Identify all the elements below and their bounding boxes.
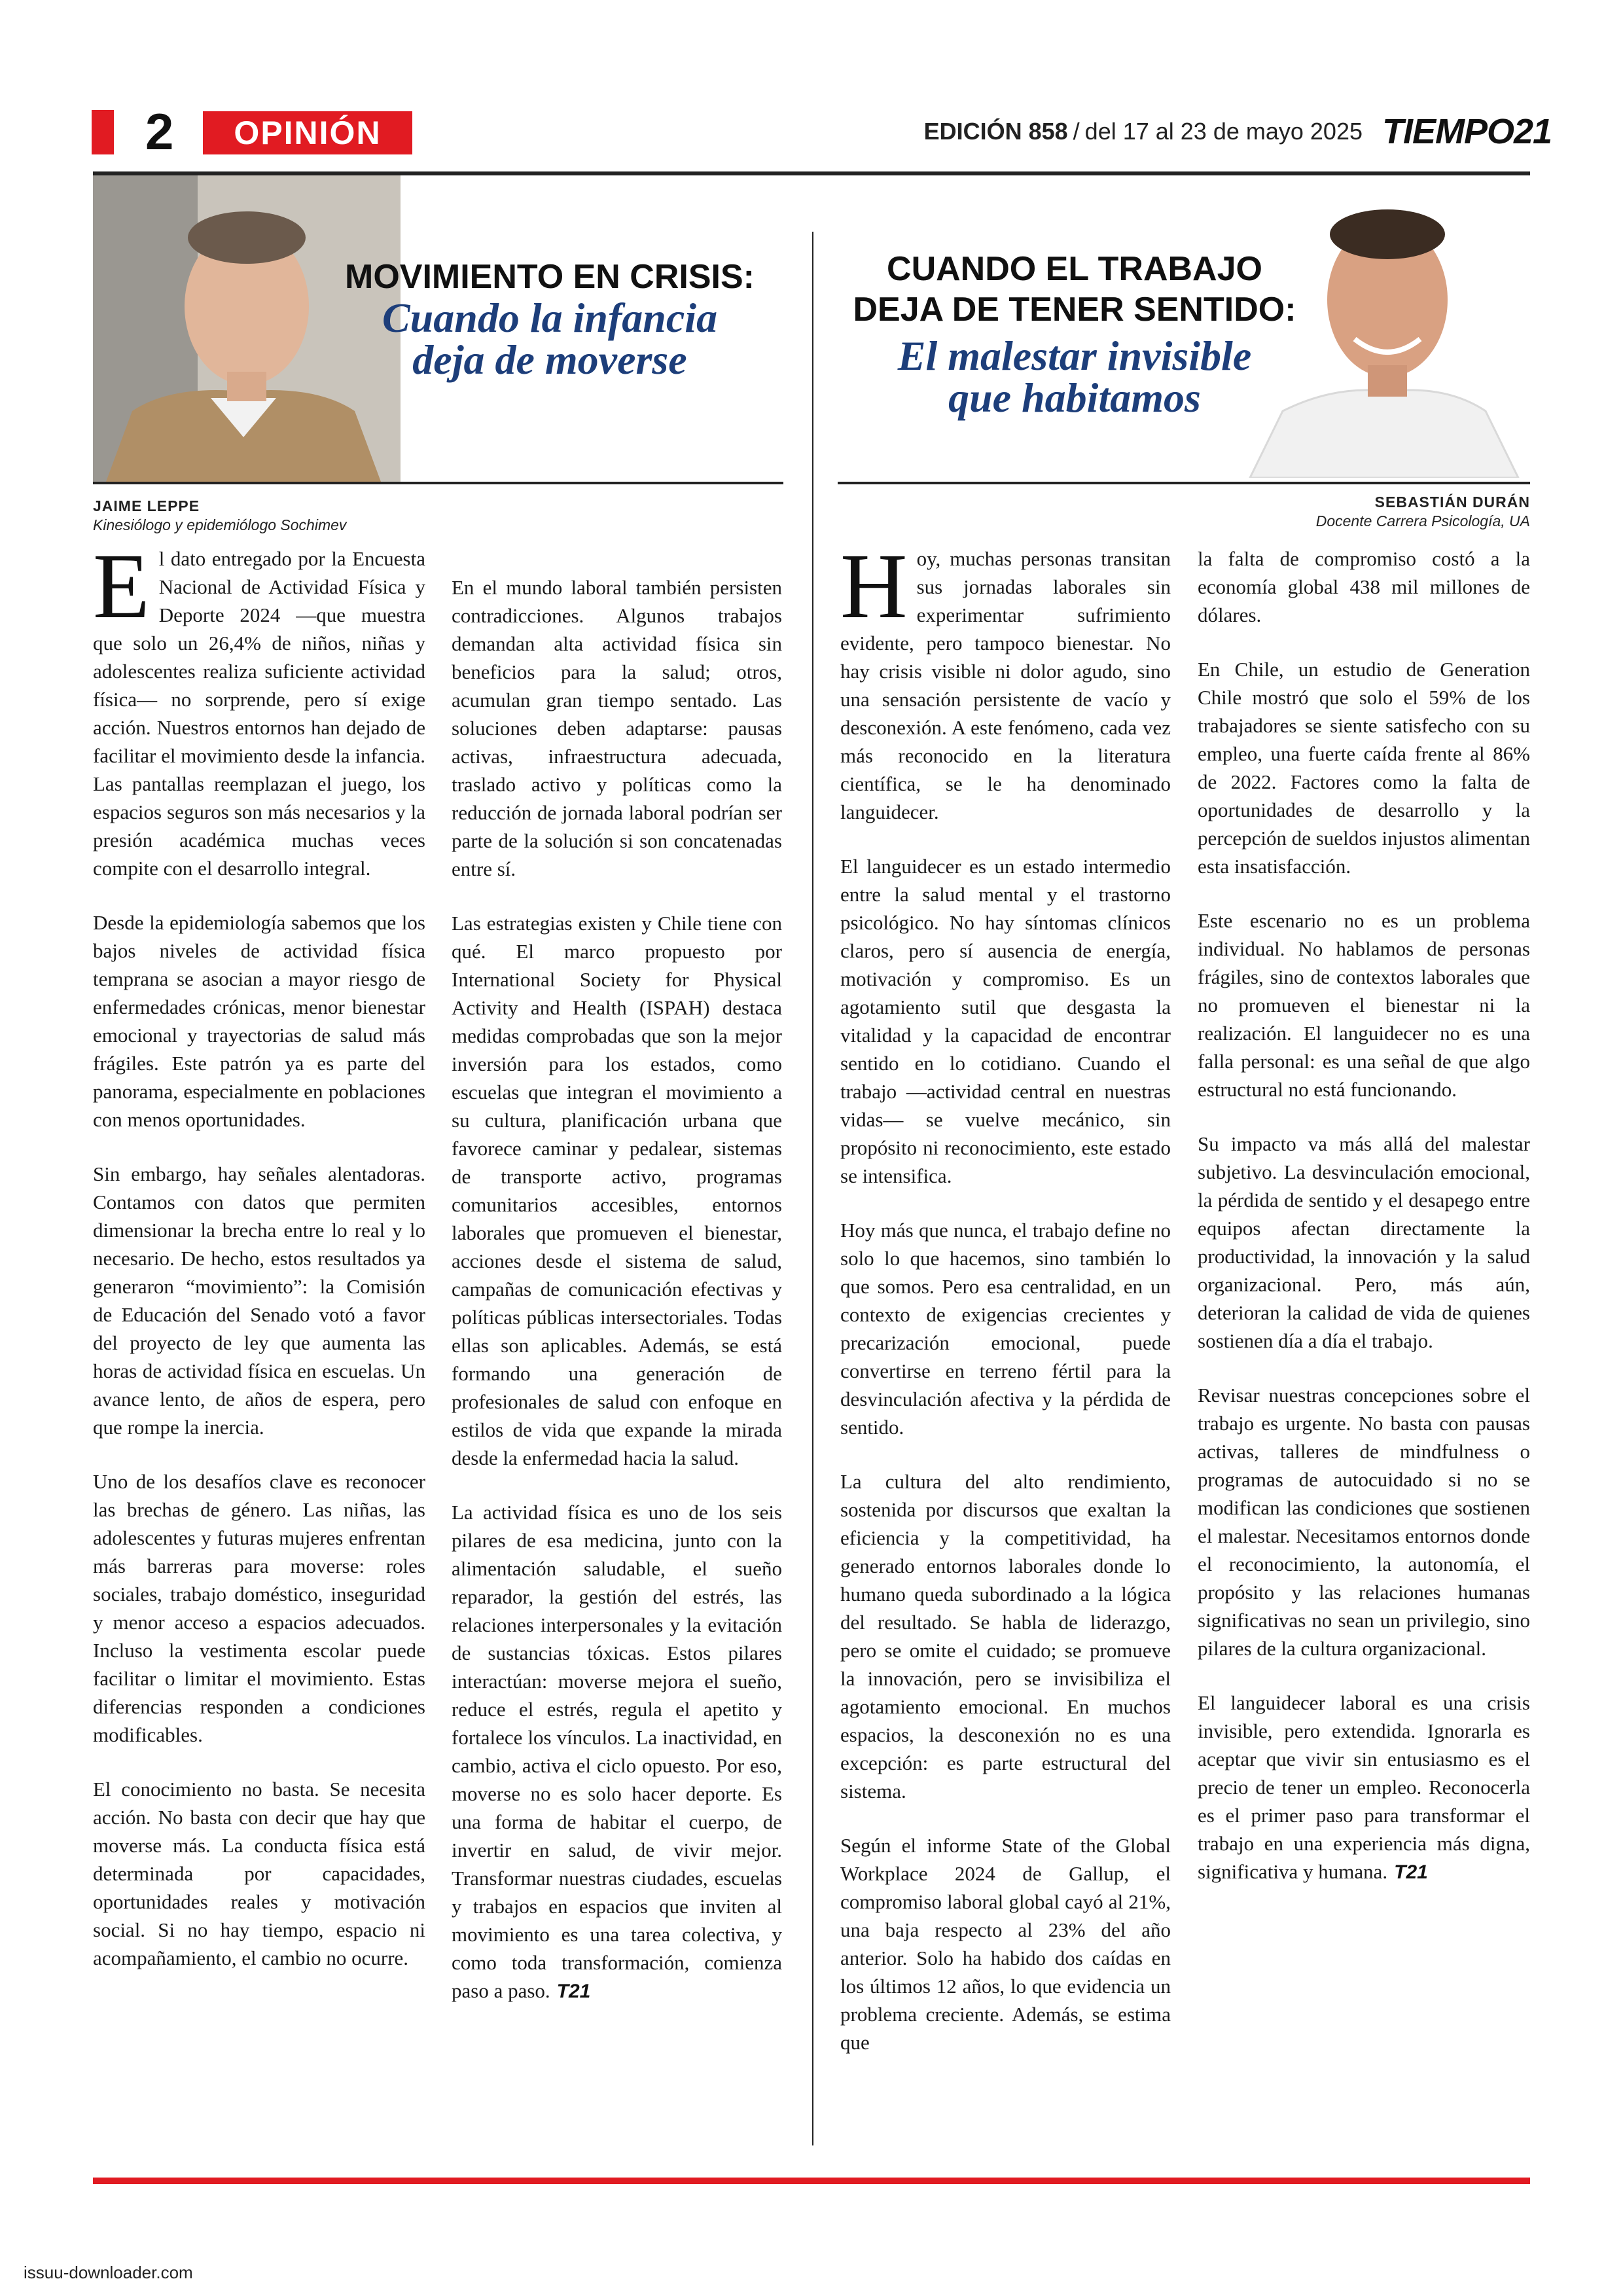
end-mark-logo: T21 <box>1394 1861 1428 1883</box>
right-subtitle-line2: que habitamos <box>948 374 1201 421</box>
section-tag: OPINIÓN <box>203 111 412 154</box>
author-name: JAIME LEPPE <box>93 497 200 514</box>
edition-dates: del 17 al 23 de mayo 2025 <box>1084 118 1363 145</box>
paragraph: Desde la epidemiología sabemos que los bajos niveles de actividad física temprana se asocian a mayor riesgo de enfermedades crónicas, menor bienestar emocional y trayectorias de salud más frágiles. Este patrón ya es parte del panorama, especialmente en poblaciones con menos oportunidades. <box>93 911 425 1131</box>
left-subtitle-line2: deja de moverse <box>412 336 687 383</box>
paragraph: Este escenario no es un problema individual. No hablamos de personas frágiles, sino de contextos laborales que no promueven el bienestar ni la realización. El languidecer no es una falla personal: es una señal de que algo estructural no está funcionando. <box>1198 909 1530 1101</box>
right-article-column-1 <box>840 534 1171 2056</box>
paragraph: Sin embargo, hay señales alentadoras. Contamos con datos que permiten dimensionar la brecha entre lo real y lo necesario. De hecho, estos resultados ya generaron “movimiento”: la Comisión de Educación del Senado votó a favor del proyecto de ley que aumenta las horas de actividad física en escuelas. Un avance lento, de años de espera, pero que rompe la inercia. <box>93 1162 425 1439</box>
paragraph: Según el informe State of the Global Workplace 2024 de Gallup, el compromiso laboral global cayó al 21%, una baja respecto al 23% del año anterior. Solo ha habido dos caídas en los últimos 12 años, lo que evidencia un problema creciente. Además, se estima que <box>840 1834 1171 2054</box>
paragraph: la falta de compromiso costó a la economía global 438 mil millones de dólares. <box>1198 547 1530 626</box>
paragraph: Revisar nuestras concepciones sobre el trabajo es urgente. No basta con pausas activas, talleres de mindfulness o programas de autocuidado si no se modifican las condiciones que sostienen el malestar. Necesitamos entornos donde el reconocimiento, la autonomía, el propósito y las relaciones humanas significativas no sean un privilegio, sino pilares de la cultura organizacional. <box>1198 1384 1530 1660</box>
left-article-column-1 <box>93 534 425 1972</box>
right-kicker-line2: DEJA DE TENER SENTIDO: <box>853 291 1296 329</box>
left-title-rule <box>93 482 783 484</box>
paragraph: El languidecer es un estado intermedio entre la salud mental y el trastorno psicológico. No hay síntomas clínicos claros, pero sí ausencia de energía, motivación y compromiso. Es un agotamiento sutil que desgasta la vitalidad y la capacidad de encontrar sentido en lo cotidiano. Cuando el trabajo —actividad central en nuestras vidas— se vuelve mecánico, sin propósito ni reconocimiento, este estado se intensifica. <box>840 855 1171 1187</box>
left-subtitle-line1: Cuando la infancia <box>382 295 718 341</box>
author-name: SEBASTIÁN DURÁN <box>1374 493 1530 511</box>
paragraph: En el mundo laboral también persisten contradicciones. Algunos trabajos demandan alta actividad física sin beneficios para la salud; otros, acumulan gran tiempo sentado. Las soluciones deben adaptarse: pausas activas, infraestructura adecuada, traslado activo y políticas como la reducción de jornada laboral podrían ser parte de la solución si son concatenadas entre sí. <box>452 576 782 880</box>
right-article-column-2 <box>1198 545 1530 1886</box>
left-kicker: MOVIMIENTO EN CRISIS: <box>345 258 755 296</box>
footer-source: issuu-downloader.com <box>24 2263 193 2282</box>
paragraph-text: l dato entregado por la Encuesta Nacional de Actividad Física y Deporte 2024 —que muestra que solo un 26,4% de niños, niñas y adolescentes realiza suficiente actividad física— no sorprende, pero sí exige acción. Nuestros entornos han dejado de facilitar el movimiento desde la infancia. Las pantallas reemplazan el juego, los espacios seguros son más necesarios y la presión académica muchas veces compite con el desarrollo integral. <box>93 547 425 880</box>
column-divider <box>812 232 813 2145</box>
left-article-column-2 <box>452 573 782 2005</box>
right-article-title <box>826 249 1323 419</box>
edition-label: EDICIÓN 858 <box>923 118 1068 145</box>
publication-logo: TIEMPO21 <box>1382 112 1552 151</box>
paragraph-text: oy, muchas personas transitan sus jornadas laborales sin experimentar sufrimiento evidente, pero tampoco bienestar. No hay crisis visible ni dolor agudo, sino una sensación persistente de vacío y desconexión. A este fenómeno, cada vez más reconocido en la literatura científica, se le ha denominado languidecer. <box>840 547 1171 823</box>
paragraph: Su impacto va más allá del malestar subjetivo. La desvinculación emocional, la pérdida de sentido y el desapego entre equipos afectan directamente la productividad, la innovación y la salud organizacional. Pero, más aún, deterioran la calidad de vida de quienes sostienen día a día el trabajo. <box>1198 1132 1530 1352</box>
edition-separator: / <box>1073 118 1080 145</box>
end-mark-logo: T21 <box>556 1981 591 2002</box>
left-article-title <box>340 257 759 381</box>
paragraph: El conocimiento no basta. Se necesita acción. No basta con decir que hay que moverse más. La conducta física está determinada por capacidades, oportunidades reales y motivación social. Si no hay tiempo, espacio ni acompañamiento, el cambio no ocurre. <box>93 1778 425 1969</box>
bottom-red-rule <box>93 2178 1530 2184</box>
paragraph-text: El languidecer laboral es una crisis invisible, pero extendida. Ignorarla es aceptar que vivir sin entusiasmo es el precio de tener un empleo. Reconocerla es el primer paso para transformar el trabajo en una experiencia más digna, significativa y humana. <box>1198 1691 1530 1883</box>
edition-info <box>924 117 1363 147</box>
paragraph: Uno de los desafíos clave es reconocer las brechas de género. Las niñas, las adolescentes y futuras mujeres enfrentan más barreras para moverse: roles sociales, trabajo doméstico, inseguridad y menor acceso a espacios adecuados. Incluso la vestimenta escolar puede facilitar o limitar el movimiento. Estas diferencias responden a condiciones modificables. <box>93 1470 425 1746</box>
page-number: 2 <box>145 103 174 160</box>
paragraph-text: La actividad física es uno de los seis pilares de esa medicina, junto con la alimentación saludable, el sueño reparador, la gestión del estrés, las relaciones interpersonales y la evitación de sustancias tóxicas. Estos pilares interactúan: moverse mejora el sueño, reduce el estrés, regula el apetito y fortalece los vínculos. La inactividad, en cambio, activa el ciclo opuesto. Por eso, moverse no es solo hacer deporte. Es una forma de habitar el cuerpo, de invertir en salud, de vivir mejor. Transformar nuestras ciudades, escuelas y trabajos en espacios que inviten al movimiento es una tarea colectiva, y como toda transformación, comienza paso a paso. <box>452 1501 782 2002</box>
paragraph: Las estrategias existen y Chile tiene con qué. El marco propuesto por International Society for Physical Activity and Health (ISPAH) destaca medidas comprobadas que son la mejor inversión para los estados, como escuelas que integran el movimiento a su cultura, planificación urbana que favorece caminar y pedalear, sistemas de transporte activo, programas comunitarios accesibles, entornos laborales que promueven el bienestar, acciones desde el sistema de salud, campañas de comunicación efectivas y políticas públicas intersectoriales. Todas ellas son aplicables. Además, se está formando una generación de profesionales de salud con enfoque en estilos de vida que expande la mirada desde la enfermedad hacia la salud. <box>452 912 782 1469</box>
paragraph <box>840 534 1171 826</box>
author-role: Kinesiólogo y epidemiólogo Sochimev <box>93 516 347 533</box>
paragraph <box>93 534 425 882</box>
right-title-rule <box>838 482 1530 484</box>
right-kicker-line1: CUANDO EL TRABAJO <box>887 250 1262 288</box>
dropcap: H <box>840 534 908 637</box>
paragraph: En Chile, un estudio de Generation Chile mostró que solo el 59% de los trabajadores se siente satisfecho con su empleo, una fuerte caída frente al 86% de 2022. Factores como la falta de oportunidades de desarrollo y la percepción de sueldos injustos alimentan esta insatisfacción. <box>1198 658 1530 878</box>
right-author-byline <box>1316 492 1530 530</box>
paragraph: Hoy más que nunca, el trabajo define no solo lo que hacemos, sino también lo que somos. Pero esa centralidad, en un contexto de exigencias crecientes y precarización emocional, puede convertirse en terreno fértil para la desvinculación afectiva y la pérdida de sentido. <box>840 1219 1171 1439</box>
left-author-byline <box>93 496 346 534</box>
author-role: Docente Carrera Psicología, UA <box>1315 512 1530 529</box>
paragraph: La cultura del alto rendimiento, sostenida por discursos que exaltan la eficiencia y la competitividad, ha generado entornos laborales donde lo humano queda subordinado a la lógica del resultado. Se habla de liderazgo, pero se omite el cuidado; se promueve la innovación, pero se invisibiliza el agotamiento emocional. En muchos espacios, la desconexión no es una excepción: es parte estructural del sistema. <box>840 1470 1171 1803</box>
paragraph <box>1198 1689 1530 1886</box>
dropcap: E <box>93 534 150 637</box>
paragraph <box>452 1498 782 2005</box>
section-color-block <box>92 110 114 154</box>
right-subtitle-line1: El malestar invisible <box>897 332 1252 379</box>
